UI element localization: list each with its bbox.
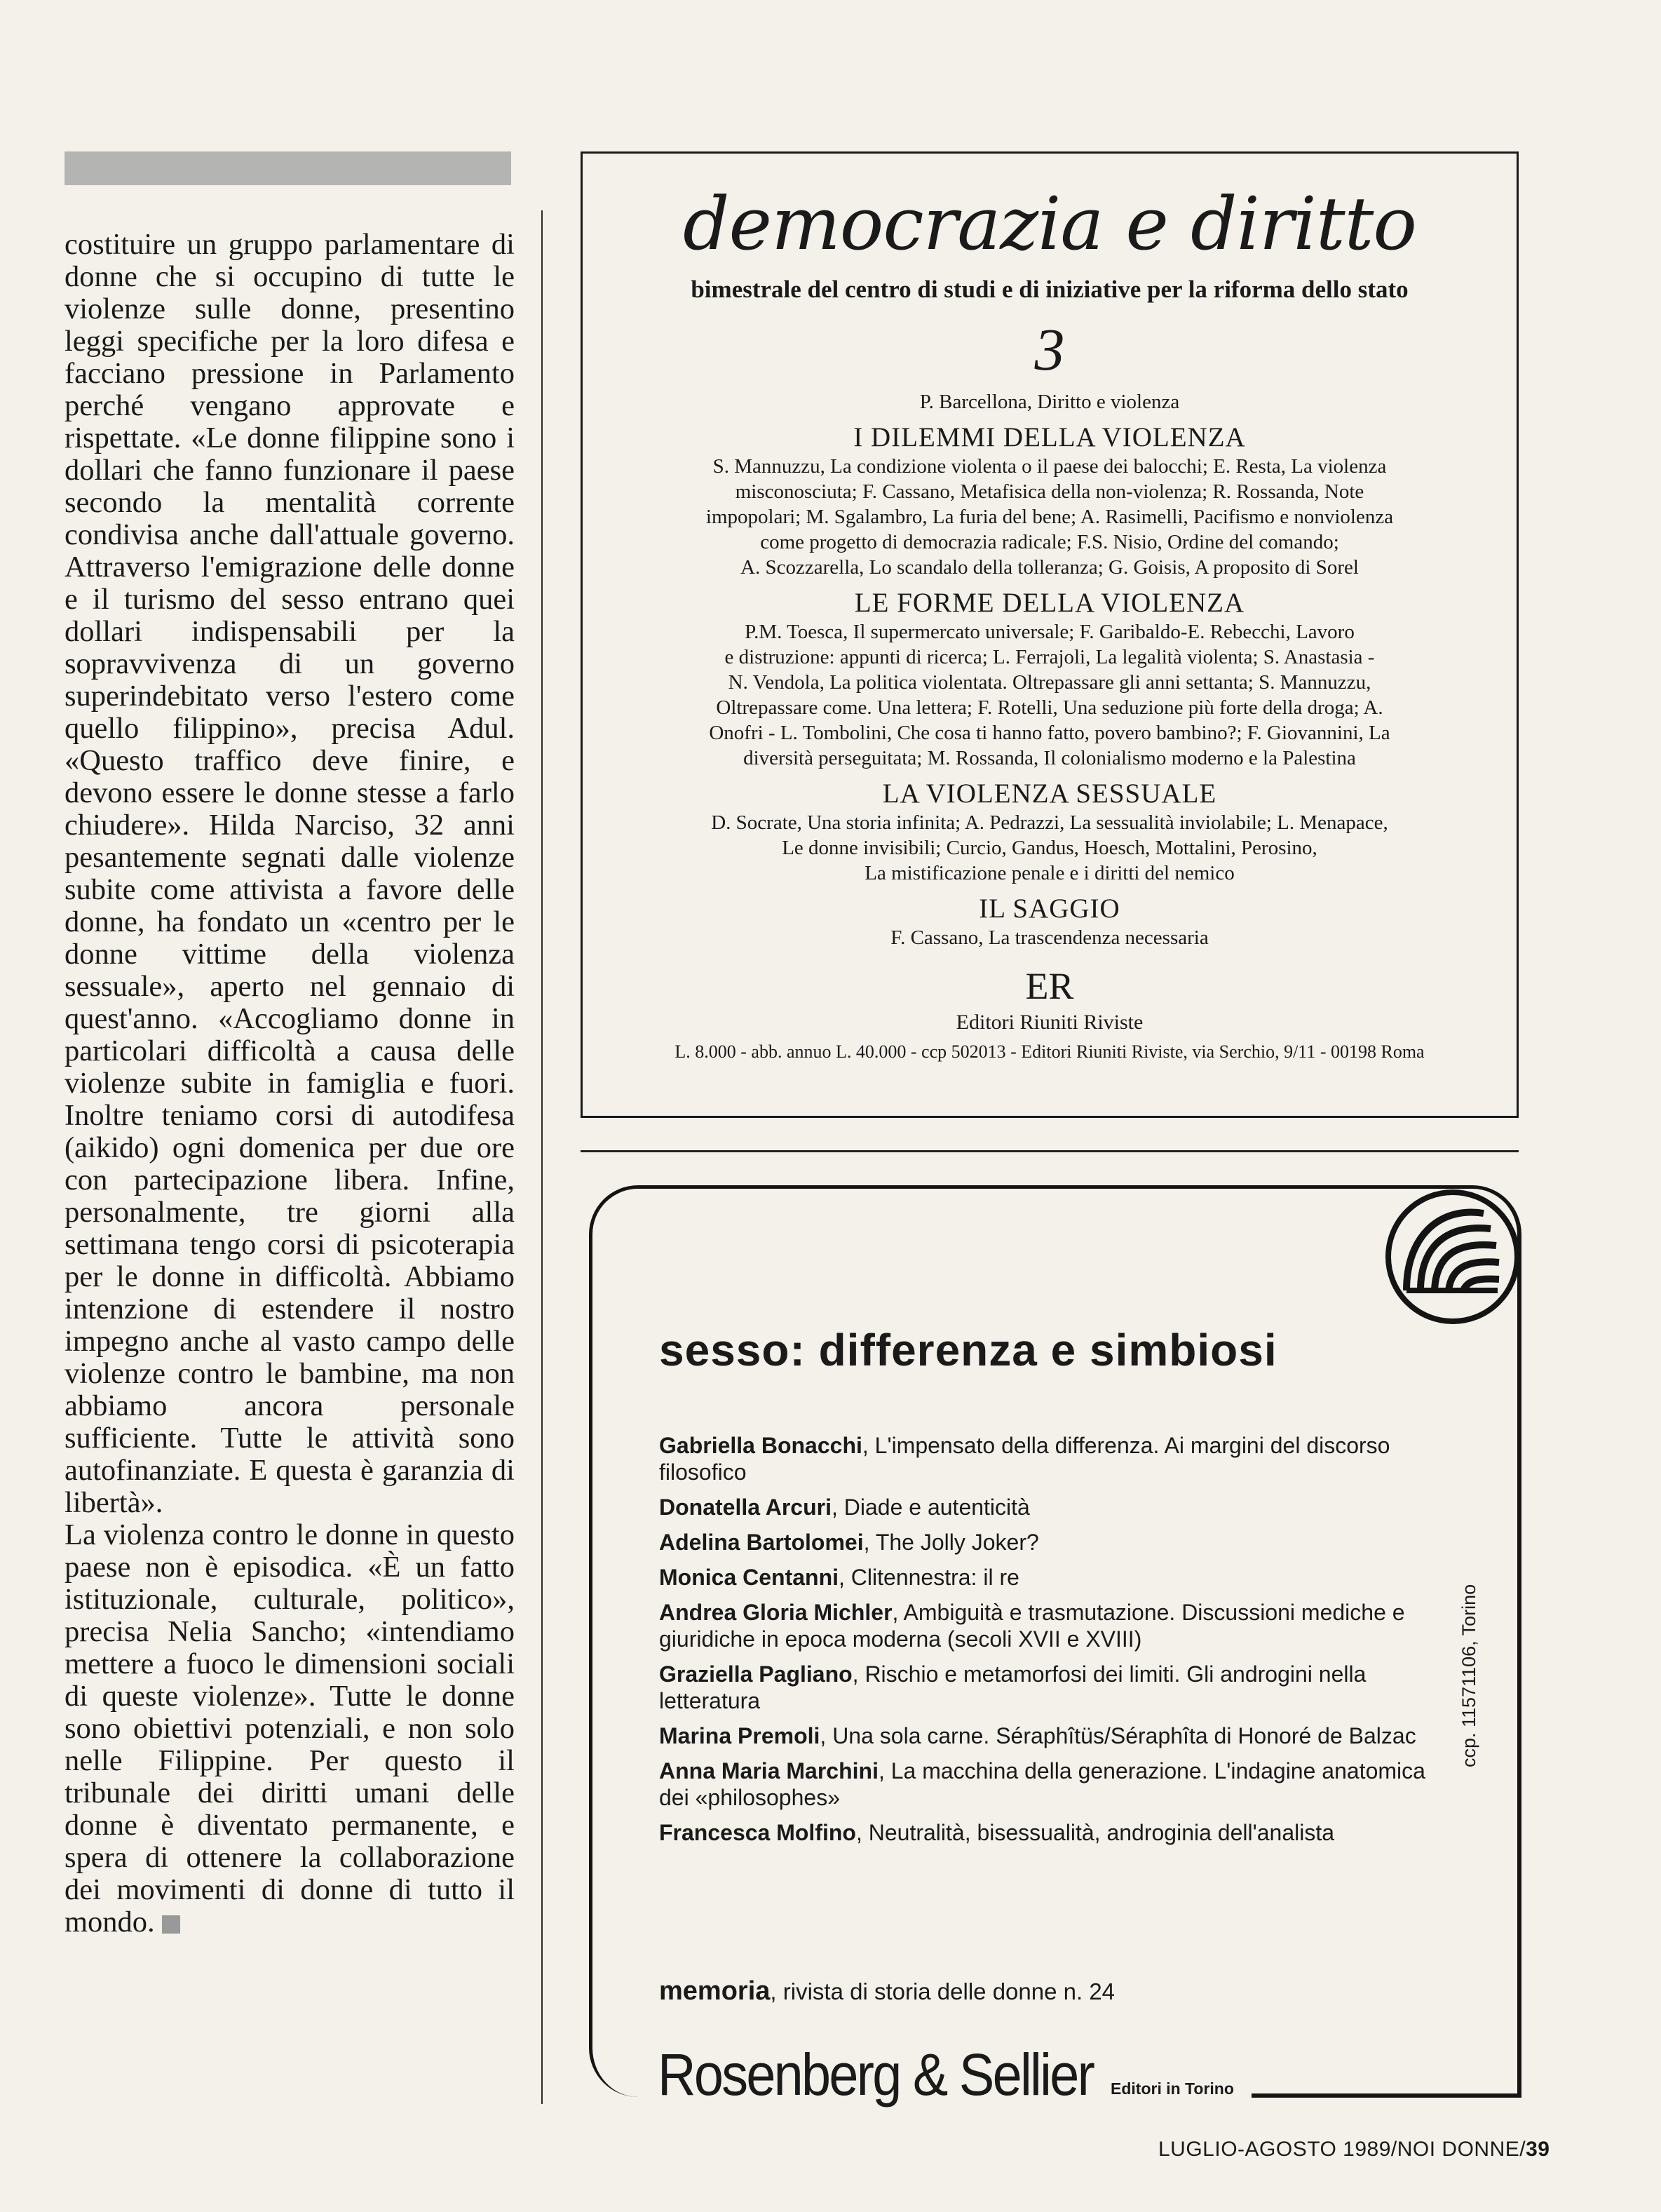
ad2-bottom-rule xyxy=(1252,2093,1521,2098)
ad1-section-line: Onofri - L. Tombolini, Che cosa ti hanno fatto, povero bambino?; F. Giovannini, La xyxy=(709,722,1390,744)
ad1-section-line: F. Cassano, La trascendenza necessaria xyxy=(890,926,1209,949)
ad1-section-line: e distruzione: appunti di ricerca; L. Ferrajoli, La legalità violenta; S. Anastasia - xyxy=(724,646,1375,668)
page-number: 39 xyxy=(1526,2138,1550,2161)
memoria-text: , rivista di storia delle donne n. 24 xyxy=(770,1978,1116,2004)
ad2-list-item xyxy=(659,1564,1430,1591)
ad1-sections xyxy=(583,422,1517,950)
ad2-list-item xyxy=(659,1494,1430,1520)
ad1-section-heading: LE FORME DELLA VIOLENZA xyxy=(854,588,1245,618)
article-paragraph-2 xyxy=(65,1519,515,1938)
ad2-item-author: Adelina Bartolomei xyxy=(659,1530,864,1555)
ad2-title: sesso: differenza e simbiosi xyxy=(659,1325,1277,1375)
ad2-item-author: Gabriella Bonacchi xyxy=(659,1433,862,1458)
ad1-section-heading: LA VIOLENZA SESSUALE xyxy=(882,778,1217,809)
ad2-list-item xyxy=(659,1661,1430,1714)
ad2-list-item xyxy=(659,1758,1430,1811)
ad2-item-author: Graziella Pagliano xyxy=(659,1661,853,1687)
rosenberg-sellier-sub: Editori in Torino xyxy=(1111,2079,1234,2098)
ad2-item-author: Donatella Arcuri xyxy=(659,1495,832,1520)
ad1-section-line: impopolari; M. Sgalambro, La furia del bene; A. Rasimelli, Pacifismo e nonviolenza xyxy=(705,506,1394,528)
ad1-issue-number: 3 xyxy=(1034,316,1065,383)
ad1-section-line: A. Scozzarella, Lo scandalo della tolleranza; G. Goisis, A proposito di Sorel xyxy=(740,556,1359,579)
rosenberg-sellier-logo: Rosenberg & Sellier xyxy=(658,2042,1094,2108)
ad2-item-title: , Rischio e metamorfosi dei limiti. Gli androgini nella letteratura xyxy=(659,1661,1367,1713)
ad2-item-author: Anna Maria Marchini xyxy=(659,1758,879,1783)
article-column xyxy=(65,229,515,1938)
ad1-section-line: Oltrepassare come. Una lettera; F. Rotelli, Una seduzione più forte della droga; A. xyxy=(716,696,1383,719)
column-divider xyxy=(541,210,543,2104)
ad2-list-item xyxy=(659,1529,1430,1556)
ad1-section-line: P.M. Toesca, Il supermercato universale; F. Garibaldo-E. Rebecchi, Lavoro xyxy=(745,621,1355,643)
ad2-list-item xyxy=(659,1722,1430,1749)
ad2-item-title: , La macchina della generazione. L'indagine anatomica dei «philosophes» xyxy=(659,1758,1425,1810)
article-paragraph-1: costituire un gruppo parlamentare di donne che si occupino di tutte le violenze sulle donne, presentino leggi specifiche per la loro difesa e facciano pressione in Parlamento perché vengano approvate e rispettate. «Le donne filippine sono i dollari che fanno funzionare il paese secondo la mentalità corrente condivisa anche dall'attuale governo. Attraverso l'emigrazione delle donne e il turismo del sesso entrano quei dollari indispensabili per la sopravvivenza di un governo superindebitato verso l'estero come quello filippino», precisa Adul. «Questo traffico deve finire, e devono essere le donne stesse a farlo chiudere». Hilda Narciso, 32 anni pesantemente segnati dalle violenze subite come attivista a favore delle donne, ha fondato un «centro per le donne vittime della violenza sessuale», aperto nel gennaio di quest'anno. «Accogliamo donne in particolari difficoltà a causa delle violenze subite in famiglia e fuori. Inoltre teniamo corsi di autodifesa (aikido) ogni domenica per due ore con partecipazione libera. Infine, personalmente, tre giorni alla settimana tengo corsi di psicoterapia per le donne in difficoltà. Abbiamo intenzione di estendere il nostro impegno anche al vasto campo delle violenze contro le bambine, ma non abbiamo ancora personale sufficiente. Tutte le attività sono autofinanziate. E questa è garanzia di libertà». xyxy=(65,228,515,1519)
ad1-prices: L. 8.000 - abb. annuo L. 40.000 - ccp 502013 - Editori Riuniti Riviste, via Serchio, 9/11 - 00198 Roma xyxy=(674,1041,1425,1062)
ad1-magazine-title: democrazia e diritto xyxy=(682,181,1417,267)
page-footer xyxy=(1158,2138,1550,2162)
ad2-contents-list xyxy=(659,1432,1430,1854)
header-grey-bar xyxy=(65,151,511,185)
ad2-list-item xyxy=(659,1432,1430,1485)
ad1-opening-entry: P. Barcellona, Diritto e violenza xyxy=(919,391,1180,413)
article-paragraph-2-text: La violenza contro le donne in questo paese non è episodica. «È un fatto istituzionale, culturale, politico», precisa Nelia Sancho; «intendiamo mettere a fuoco le dimensioni sociali di queste violenze». Tutte le donne sono obiettivi potenziali, e non solo nelle Filippine. Per questo il tribunale dei diritti umani delle donne è diventato permanente, e spera di ottenere la collaborazione dei movimenti di donne di tutto il mondo. xyxy=(65,1518,515,1938)
memoria-name: memoria xyxy=(659,1976,771,2006)
ad2-item-title: , Ambiguità e trasmutazione. Discussioni mediche e giuridiche in epoca moderna (secoli XVII e XVIII) xyxy=(659,1600,1405,1652)
ad2-list-item xyxy=(659,1819,1430,1846)
ad1-magazine-subtitle: bimestrale del centro di studi e di iniziative per la riforma dello stato xyxy=(691,276,1409,303)
ad1-section-line: misconosciuta; F. Cassano, Metafisica della non-violenza; R. Rossanda, Note xyxy=(735,480,1364,503)
editori-riuniti-logo: ER xyxy=(1025,965,1074,1007)
ad1-section-line: D. Socrate, Una storia infinita; A. Pedrazzi, La sessualità inviolabile; L. Menapace, xyxy=(711,811,1388,834)
ad-separator-rule xyxy=(581,1150,1519,1152)
ad2-item-title: , Clitennestra: il re xyxy=(839,1565,1019,1590)
ad2-memoria-line xyxy=(659,1976,1115,2007)
ad2-item-title: , Neutralità, bisessualità, androginia dell'analista xyxy=(855,1820,1335,1845)
memoria-spiral-logo xyxy=(1378,1185,1526,1326)
ad2-item-title: , Diade e autenticità xyxy=(831,1495,1030,1520)
footer-date: LUGLIO-AGOSTO 1989/NOI DONNE/ xyxy=(1158,2138,1526,2161)
ad2-item-title: , The Jolly Joker? xyxy=(863,1530,1039,1555)
ad1-section-line: N. Vendola, La politica violentata. Oltrepassare gli anni settanta; S. Mannuzzu, xyxy=(728,671,1371,694)
ad2-ccp: ccp. 11571106, Torino xyxy=(1458,1584,1479,1767)
ad1-section-line: S. Mannuzzu, La condizione violenta o il paese dei balocchi; E. Resta, La violenza xyxy=(712,455,1387,478)
ad2-item-author: Francesca Molfino xyxy=(659,1820,856,1845)
ad2-list-item xyxy=(659,1599,1430,1652)
end-of-article-mark xyxy=(162,1915,180,1934)
ad2-item-author: Marina Premoli xyxy=(659,1723,820,1748)
ad1-section-line: La mistificazione penale e i diritti del nemico xyxy=(865,862,1235,884)
ad1-section-heading: IL SAGGIO xyxy=(979,893,1120,924)
ad1-section-heading: I DILEMMI DELLA VIOLENZA xyxy=(853,422,1246,452)
ad2-item-author: Monica Centanni xyxy=(659,1565,839,1590)
ad1-publisher: Editori Riuniti Riviste xyxy=(956,1011,1144,1034)
ad-democrazia-e-diritto xyxy=(581,151,1519,1118)
ad1-section-line: diversità perseguitata; M. Rossanda, Il colonialismo moderno e la Palestina xyxy=(743,747,1356,769)
ad1-section-line: come progetto di democrazia radicale; F.S. Nisio, Ordine del comando; xyxy=(760,531,1339,553)
ad1-section-line: Le donne invisibili; Curcio, Gandus, Hoesch, Mottalini, Perosino, xyxy=(782,837,1317,859)
ad2-item-title: , Una sola carne. Séraphîtüs/Séraphîta di Honoré de Balzac xyxy=(820,1723,1416,1748)
ad2-item-title: , L'impensato della differenza. Ai margini del discorso filosofico xyxy=(659,1433,1390,1485)
ad2-item-author: Andrea Gloria Michler xyxy=(659,1600,893,1625)
